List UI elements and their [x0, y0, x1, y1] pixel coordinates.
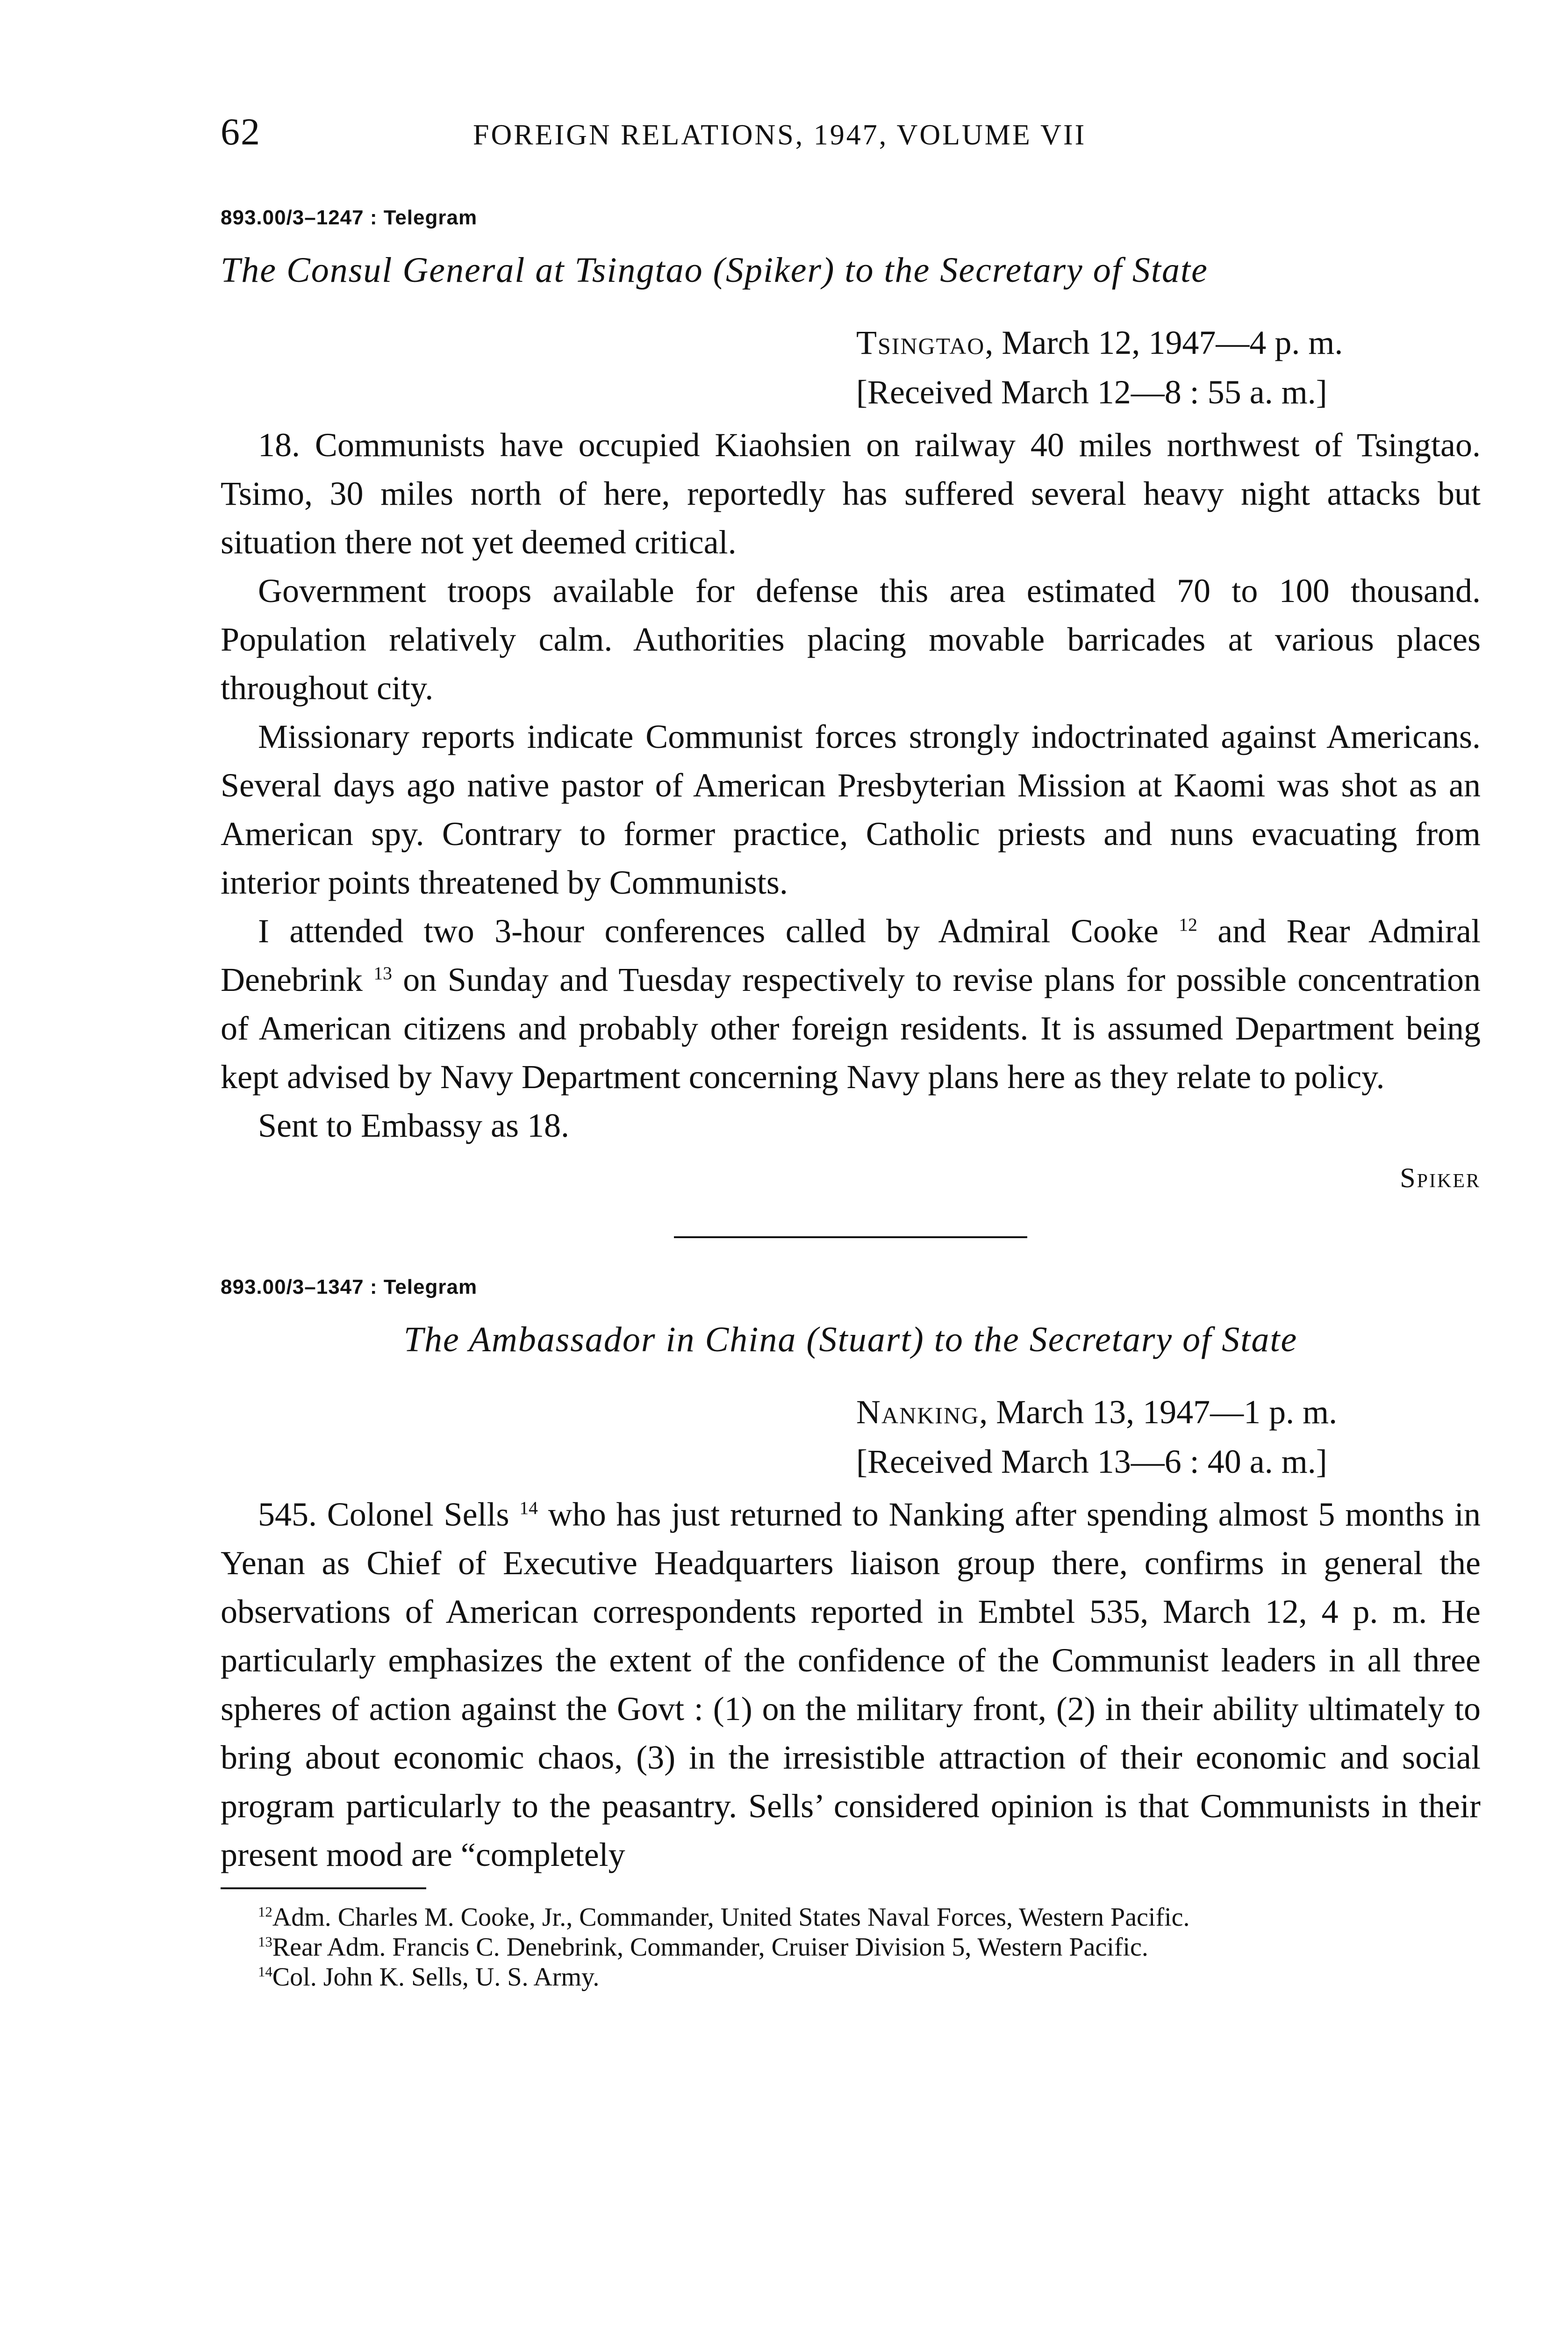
- doc2-file-id: 893.00/3–1347 : Telegram: [221, 1276, 478, 1298]
- doc1-file-id: 893.00/3–1247 : Telegram: [221, 206, 478, 229]
- footnote-ref-14: 14: [519, 1498, 538, 1518]
- doc1-p4-text-b: and Rear Admiral Denebrink: [221, 912, 1481, 998]
- footnote-text: Adm. Charles M. Cooke, Jr., Commander, United States Naval Forces, Western Pacific.: [272, 1903, 1190, 1932]
- footnote-ref-12: 12: [1179, 914, 1197, 935]
- doc2-paragraph-1: [221, 1490, 1481, 1879]
- page-number: 62: [221, 110, 261, 153]
- doc1-paragraph-2: Government troops available for defense this area estimated 70 to 100 thousand. Population relatively calm. Authorities placing movable barricades at various places throughout city.: [221, 572, 1481, 707]
- doc2-p1-text-a: 545. Colonel Sells: [258, 1496, 509, 1533]
- doc1-p4-text-a: I attended two 3-hour conferences called by Admiral Cooke: [258, 912, 1159, 950]
- doc1-paragraph-1: 18. Communists have occupied Kiaohsien on railway 40 miles northwest of Tsingtao. Tsimo, 30 miles north of here, reportedly has suffered several heavy night attacks but situation there not yet deemed critical.: [221, 426, 1481, 561]
- footnote-13: [221, 1932, 1481, 1962]
- doc1-p4-text-c: on Sunday and Tuesday respectively to revise plans for possible concentration of American citizens and probably other foreign residents. It is assumed Department being kept advised by Navy Department concerning Navy plans here as they relate to policy.: [221, 961, 1481, 1096]
- footnote-text: Col. John K. Sells, U. S. Army.: [272, 1963, 600, 1992]
- doc2-heading: The Ambassador in China (Stuart) to the Secretary of State: [403, 1320, 1298, 1359]
- footnote-marker: 12: [258, 1904, 272, 1920]
- footnote-marker: 13: [258, 1934, 272, 1950]
- doc1-received: [Received March 12—8 : 55 a. m.]: [856, 373, 1327, 411]
- doc1-paragraph-5: Sent to Embassy as 18.: [258, 1107, 569, 1144]
- doc2-date: , March 13, 1947—1 p. m.: [979, 1393, 1338, 1431]
- footnote-marker: 14: [258, 1964, 272, 1980]
- doc1-date: , March 12, 1947—4 p. m.: [985, 324, 1343, 361]
- footnote-text: Rear Adm. Francis C. Denebrink, Commander, Cruiser Division 5, Western Pacific.: [272, 1933, 1148, 1962]
- running-title: FOREIGN RELATIONS, 1947, VOLUME VII: [473, 119, 1087, 151]
- page-content: [221, 110, 1481, 1992]
- footnote-ref-13: 13: [373, 963, 392, 983]
- doc1-place: Tsingtao: [856, 324, 985, 361]
- footnote-12: [221, 1902, 1481, 1932]
- doc2-dateline: [221, 1387, 1481, 1486]
- doc1-dateline: [221, 318, 1481, 417]
- footnote-rule: [221, 1887, 426, 1889]
- doc1-place-date: [856, 318, 1481, 367]
- doc2-place-date: [856, 1387, 1481, 1437]
- doc1-heading: The Consul General at Tsingtao (Spiker) to the Secretary of State: [221, 251, 1208, 290]
- doc1-paragraph-3: Missionary reports indicate Communist forces strongly indoctrinated against Americans. Several days ago native pastor of American Presbyterian Mission at Kaomi was shot as an American spy. Contrary to former practice, Catholic priests and nuns evacuating from interior points threatened by Communists.: [221, 718, 1481, 901]
- running-header: [221, 110, 1481, 161]
- doc2-p1-text-b: who has just returned to Nanking after spending almost 5 months in Yenan as Chief of Executive Headquarters liaison group there, confirms in general the observations of American correspondents reported in Embtel 535, March 12, 4 p. m. He particularly emphasizes the extent of the confidence of the Communist leaders in all three spheres of action against the Govt : (1) on the military front, (2) in their ability ultimately to bring about economic chaos, (3) in the irresistible attraction of their economic and social program particularly to the peasantry. Sells’ considered opinion is that Communists in their present mood are “completely: [221, 1496, 1481, 1873]
- section-divider: [674, 1236, 1027, 1238]
- doc2-received: [Received March 13—6 : 40 a. m.]: [856, 1443, 1327, 1480]
- doc2-place: Nanking: [856, 1393, 980, 1431]
- footnote-14: [221, 1962, 1481, 1992]
- doc1-signature: Spiker: [1400, 1162, 1481, 1193]
- doc1-paragraph-4: [221, 907, 1481, 1101]
